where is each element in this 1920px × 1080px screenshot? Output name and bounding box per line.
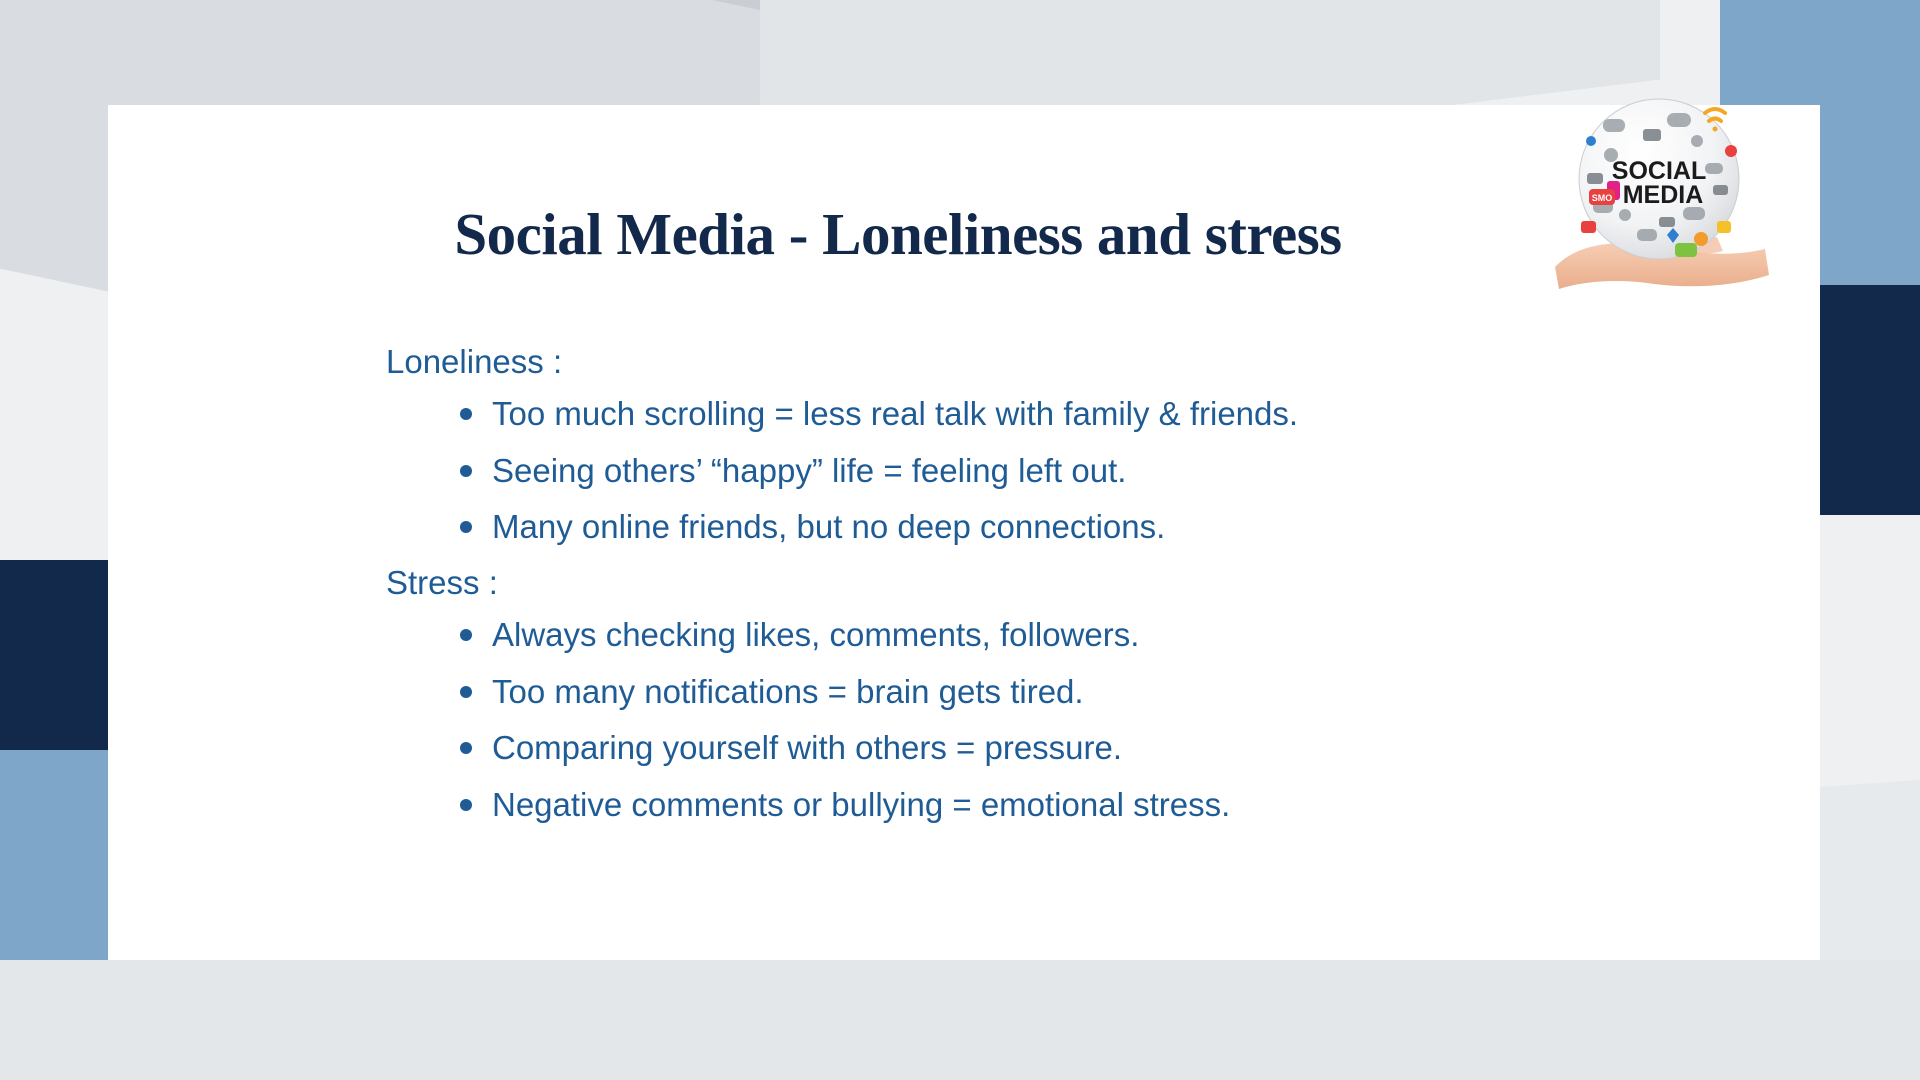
group-heading-loneliness: Loneliness : — [386, 343, 563, 380]
content-group-stress — [386, 556, 1766, 834]
slide-body — [386, 335, 1766, 833]
list-item: Always checking likes, comments, followers. — [456, 607, 1766, 664]
slide-title: Social Media - Loneliness and stress — [454, 201, 1342, 267]
globe-wordmark-line1: SOCIAL — [1611, 157, 1707, 185]
slide-content-card — [108, 105, 1820, 960]
list-item: Too much scrolling = less real talk with family & friends. — [456, 386, 1766, 443]
list-item: Negative comments or bullying = emotional stress. — [456, 777, 1766, 834]
list-item: Seeing others’ “happy” life = feeling left out. — [456, 443, 1766, 500]
svg-text:SMO: SMO — [1591, 193, 1613, 203]
bullet-list-stress — [386, 607, 1766, 834]
list-item: Comparing yourself with others = pressure. — [456, 720, 1766, 777]
content-group-loneliness — [386, 335, 1766, 556]
group-heading-stress: Stress : — [386, 563, 498, 601]
social-media-globe-icon — [1547, 89, 1772, 309]
background-shape-bottom-grey — [0, 960, 1920, 1080]
background-shape-left-navy — [0, 580, 125, 760]
globe-wordmark-line2: MEDIA — [1622, 181, 1704, 209]
bullet-list-loneliness — [386, 386, 1766, 556]
list-item: Too many notifications = brain gets tired. — [456, 664, 1766, 721]
list-item: Many online friends, but no deep connections. — [456, 499, 1766, 556]
